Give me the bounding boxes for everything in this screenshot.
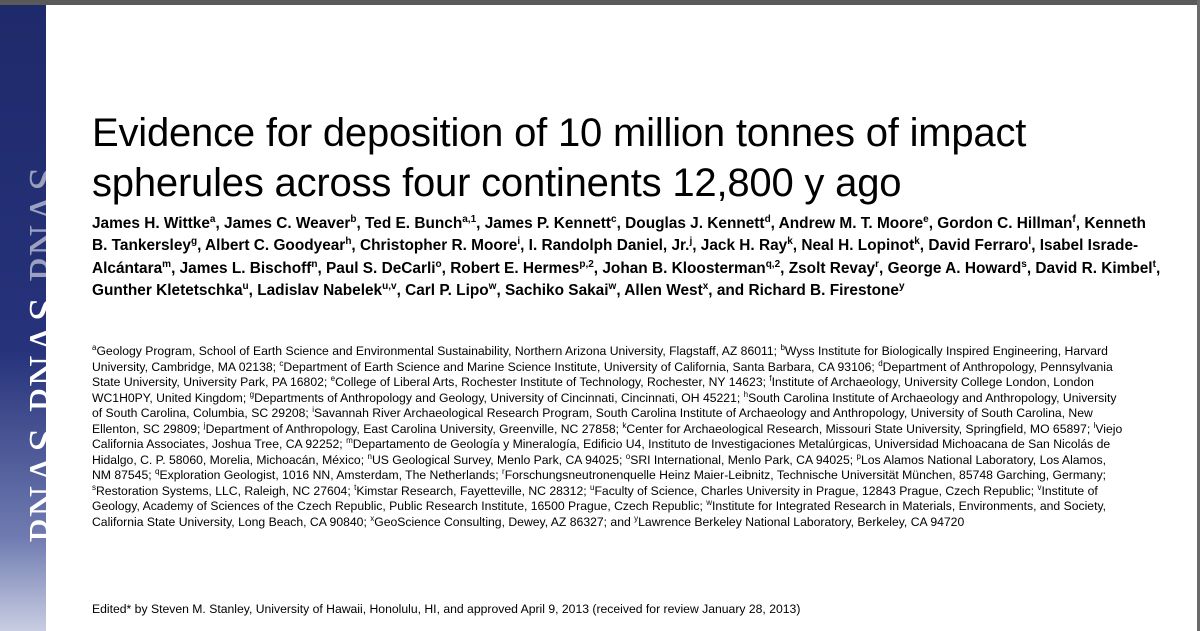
affiliation-marker: j — [203, 420, 206, 430]
author-separator: , — [1075, 215, 1085, 232]
author-affiliation-marker: y — [899, 280, 905, 292]
author-separator: , — [197, 237, 206, 255]
author-affiliation-marker: k — [914, 236, 920, 248]
author-affiliation-marker: a — [209, 213, 216, 225]
author-name: David R. Kimbel — [1035, 259, 1153, 277]
affiliation-marker: s — [92, 482, 96, 492]
author-separator: , — [593, 259, 603, 277]
author-separator: , — [248, 281, 258, 299]
editor-note: Edited* by Steven M. Stanley, University of Hawaii, Honolulu, HI, and approved April 9, 2013 (received for review January 28, 2013) — [92, 602, 801, 616]
author-affiliation-marker: t — [1152, 258, 1156, 270]
author-affiliation-marker: r — [875, 258, 880, 270]
author-affiliation-marker: m — [162, 258, 172, 270]
author-affiliation-marker: w — [488, 280, 497, 292]
author-name: Allen West — [624, 281, 703, 299]
author-name: Carl P. Lipo — [405, 281, 489, 299]
affiliation-text: Department of Earth Science and Marine Science Institute, University of California, Santa Barbara, CA 93106; — [283, 359, 879, 374]
author-separator: , — [616, 215, 626, 232]
affiliation-text: US Geological Survey, Menlo Park, CA 94025; — [371, 452, 626, 467]
author-separator: , — [1155, 259, 1161, 277]
journal-sidebar — [0, 5, 69, 631]
affiliation-marker: d — [878, 358, 883, 368]
author-name: James P. Kennett — [484, 215, 612, 232]
author-name: James C. Weaver — [224, 215, 351, 232]
author-separator: , — [476, 215, 485, 232]
affiliation-text: SRI International, Menlo Park, CA 94025; — [630, 452, 857, 467]
author-affiliation-marker: x — [702, 280, 709, 292]
affiliation-text: Departamento de Geología y Mineralogía, Edificio U4, Instituto de Investigaciones Metalúrgicas, Universidad Michoacana de San Nicolás de Hidalgo, C. P. 58060, Morelia, Michoacán, México; — [92, 437, 1111, 467]
author-affiliation-marker: c — [611, 213, 617, 225]
affiliation-marker: f — [769, 374, 772, 384]
author-name: Richard B. Firestone — [748, 281, 899, 299]
author-affiliation-marker: q,2 — [765, 258, 781, 270]
affiliation-marker: u — [590, 482, 595, 492]
affiliation-marker: o — [625, 451, 631, 461]
author-separator: , — [396, 281, 406, 299]
author-name: James H. Wittke — [92, 215, 210, 232]
author-separator: , — [879, 259, 888, 277]
author-name: Gunther Kletetschka — [92, 281, 243, 299]
affiliation-text: GeoScience Consulting, Dewey, AZ 86327; and — [374, 515, 635, 530]
author-list — [92, 213, 1162, 302]
author-affiliation-marker: p,2 — [579, 258, 594, 270]
author-affiliation-marker: d — [764, 213, 771, 225]
affiliation-text: College of Liberal Arts, Rochester Institute of Technology, Rochester, NY 14623; — [335, 375, 770, 390]
author-separator: , — [1031, 237, 1040, 255]
affiliation-text: Kimstar Research, Fayetteville, NC 28312; — [356, 483, 591, 498]
affiliation-text: Viejo California Associates, Joshua Tree, CA 92252; — [92, 421, 1123, 452]
author-name: James L. Bischoff — [179, 259, 312, 277]
author-affiliation-marker: b — [350, 213, 357, 225]
author-name: Ladislav Nabelek — [257, 281, 383, 299]
author-affiliation-marker: u,v — [382, 280, 397, 292]
affiliation-text: Forschungsneutronenquelle Heinz Maier-Leibnitz, Technische Universität München, 85748 Garching, Germany; — [504, 468, 1107, 483]
affiliation-marker: m — [346, 436, 353, 446]
author-separator: , and — [708, 281, 749, 299]
affiliation-marker: r — [502, 467, 505, 477]
affiliation-text: Lawrence Berkeley National Laboratory, Berkeley, CA 94720 — [638, 515, 965, 530]
author-separator: , — [780, 259, 789, 277]
author-affiliation-marker: s — [1021, 258, 1027, 270]
author-separator: , — [928, 215, 938, 232]
author-affiliation-marker: w — [608, 280, 617, 292]
author-affiliation-marker: k — [787, 236, 793, 248]
author-affiliation-marker: i — [517, 236, 521, 248]
affiliation-marker: b — [780, 342, 785, 352]
author-name: Jack H. Ray — [700, 237, 788, 255]
author-name: Kenneth B. Tankersley — [92, 215, 1146, 255]
author-affiliation-marker: l — [1028, 236, 1032, 248]
author-affiliation-marker: a,1 — [462, 213, 477, 225]
affiliation-marker: g — [249, 389, 255, 399]
affiliation-marker: e — [330, 374, 336, 384]
affiliation-marker: i — [312, 405, 314, 415]
author-name: Isabel Israde-Alcántara — [92, 237, 1139, 277]
affiliation-text: Faculty of Science, Charles University in Prague, 12843 Prague, Czech Republic; — [594, 483, 1038, 498]
author-separator: , — [351, 237, 360, 255]
journal-logo-vertical — [20, 152, 69, 544]
author-name: Andrew M. T. Moore — [778, 215, 924, 232]
author-name: Zsolt Revay — [788, 259, 876, 277]
author-name: George A. Howard — [887, 259, 1022, 277]
author-separator: , — [356, 215, 366, 232]
author-affiliation-marker: u — [242, 280, 249, 292]
author-name: David Ferraro — [928, 237, 1029, 255]
author-name: Neal H. Lopinot — [801, 237, 915, 255]
author-name: Gordon C. Hillman — [937, 215, 1073, 232]
author-separator: , — [616, 281, 625, 299]
author-affiliation-marker: h — [345, 236, 352, 248]
author-name: Johan B. Kloosterman — [602, 259, 766, 277]
author-name: Robert E. Hermes — [450, 259, 580, 277]
author-affiliation-marker: g — [190, 236, 198, 248]
affiliation-marker: p — [856, 451, 861, 461]
affiliation-marker: a — [92, 342, 97, 352]
affiliation-marker: n — [367, 451, 372, 461]
author-separator: , — [215, 215, 225, 232]
affiliation-marker: q — [155, 467, 160, 477]
affiliation-text: Exploration Geologist, 1016 NN, Amsterdam, The Netherlands; — [159, 468, 503, 483]
journal-logo-word: PNAS — [20, 296, 69, 413]
affiliation-list — [92, 344, 1127, 531]
author-name: Paul S. DeCarli — [326, 259, 436, 277]
author-affiliation-marker: o — [435, 258, 442, 270]
affiliation-marker: c — [279, 358, 284, 368]
author-name: Douglas J. Kennett — [625, 215, 765, 232]
author-separator: , — [171, 259, 180, 277]
author-affiliation-marker: f — [1072, 213, 1076, 225]
author-separator: , — [692, 237, 701, 255]
author-name: Sachiko Sakai — [505, 281, 609, 299]
author-separator: , — [792, 237, 802, 255]
affiliation-text: Department of Anthropology, East Carolina University, Greenville, NC 27858; — [205, 421, 623, 436]
author-separator: , — [441, 259, 451, 277]
author-separator: , — [496, 281, 505, 299]
affiliation-marker: h — [743, 389, 749, 399]
journal-logo-word: PNAS — [20, 426, 69, 543]
author-separator: , — [317, 259, 327, 277]
affiliation-text: Center for Archaeological Research, Missouri State University, Springfield, MO 65897; — [626, 421, 1094, 436]
author-affiliation-marker: j — [689, 236, 693, 248]
author-separator: , — [520, 237, 529, 255]
affiliation-marker: w — [706, 498, 713, 508]
affiliation-text: Institute of Geology, Academy of Sciences of the Czech Republic, Public Research Institute, 16500 Prague, Czech Republic; — [92, 483, 1098, 514]
affiliation-marker: t — [354, 482, 357, 492]
author-separator: , — [1026, 259, 1036, 277]
affiliation-text: South Carolina Institute of Archaeology and Anthropology, University of South Carolina, Columbia, SC 29208; — [92, 390, 1117, 421]
affiliation-text: Institute for Integrated Research in Materials, Environments, and Society, California State University, Long Beach, CA 90840; — [92, 499, 1107, 530]
affiliation-text: Institute of Archaeology, University College London, London WC1H0PY, United Kingdom; — [92, 375, 1094, 405]
author-name: Ted E. Bunch — [365, 215, 463, 232]
affiliation-text: Los Alamos National Laboratory, Los Alamos, NM 87545; — [92, 452, 1106, 483]
author-affiliation-marker: n — [311, 258, 318, 270]
affiliation-marker: x — [370, 513, 375, 523]
author-name: I. Randolph Daniel, Jr. — [528, 237, 690, 255]
affiliation-text: Geology Program, School of Earth Science and Environmental Sustainability, Northern Arizona University, Flagstaff, AZ 86011; — [96, 344, 781, 358]
journal-logo-word: PNAS — [20, 165, 69, 282]
affiliation-marker: v — [1037, 482, 1042, 492]
author-name: Christopher R. Moore — [359, 237, 518, 255]
affiliation-marker: k — [622, 420, 627, 430]
affiliation-text: Department of Anthropology, Pennsylvania State University, University Park, PA 16802; — [92, 359, 1113, 390]
affiliation-text: Restoration Systems, LLC, Raleigh, NC 27604; — [96, 483, 355, 498]
affiliation-marker: y — [634, 513, 639, 523]
paper-title: Evidence for deposition of 10 million tonnes of impact spherules across four continents 12,800 y ago — [92, 111, 1027, 205]
affiliation-text: Departments of Anthropology and Geology, University of Cincinnati, Cincinnati, OH 45221; — [254, 390, 744, 405]
top-border — [0, 0, 1200, 5]
author-separator: , — [919, 237, 929, 255]
affiliation-text: Wyss Institute for Biologically Inspired Engineering, Harvard University, Cambridge, MA 02138; — [92, 344, 1108, 374]
affiliation-text: Savannah River Archaeological Research Program, South Carolina Institute of Archaeology and Anthropology, University of South Carolina, New Ellenton, SC 29809; — [92, 406, 1093, 436]
author-affiliation-marker: e — [923, 213, 929, 225]
affiliation-marker: l — [1093, 420, 1096, 430]
author-separator: , — [770, 215, 779, 232]
author-name: Albert C. Goodyear — [205, 237, 346, 255]
